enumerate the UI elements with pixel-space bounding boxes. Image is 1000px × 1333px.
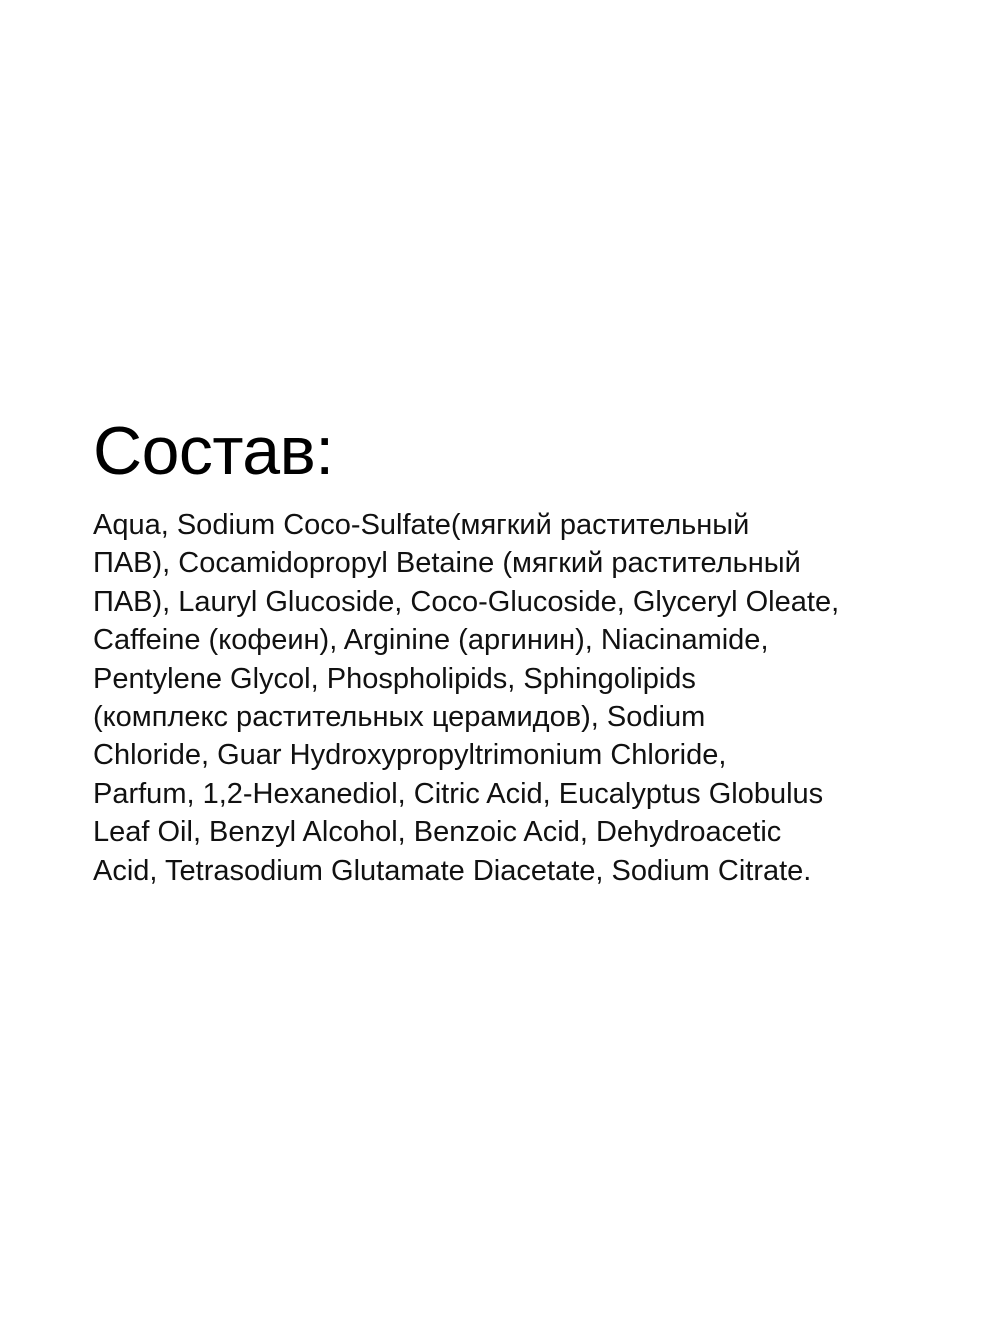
ingredients-line: Caffeine (кофеин), Arginine (аргинин), Niacinamide, [93,624,769,657]
ingredients-line: Aqua, Sodium Coco-Sulfate(мягкий растительный [93,509,750,541]
ingredients-line: ПАВ), Lauryl Glucoside, Coco-Glucoside, Glyceryl Oleate, [93,585,840,618]
ingredients-line: Chloride, Guar Hydroxypropyltrimonium Chloride, [93,739,727,772]
ingredients-line: Parfum, 1,2-Hexanediol, Citric Acid, Eucalyptus Globulus [93,777,824,810]
ingredients-text [93,506,923,890]
ingredients-line: (комплекс растительных церамидов), Sodium [93,701,706,734]
ingredients-line: Acid, Tetrasodium Glutamate Diacetate, Sodium Citrate. [93,854,812,887]
ingredients-line: Pentylene Glycol, Phospholipids, Sphingolipids [93,662,696,695]
ingredients-line: Leaf Oil, Benzyl Alcohol, Benzoic Acid, Dehydroacetic [93,816,782,849]
composition-heading: Состав: [93,413,334,489]
ingredients-line: ПАВ), Cocamidopropyl Betaine (мягкий растительный [93,547,801,580]
composition-block [93,410,923,890]
